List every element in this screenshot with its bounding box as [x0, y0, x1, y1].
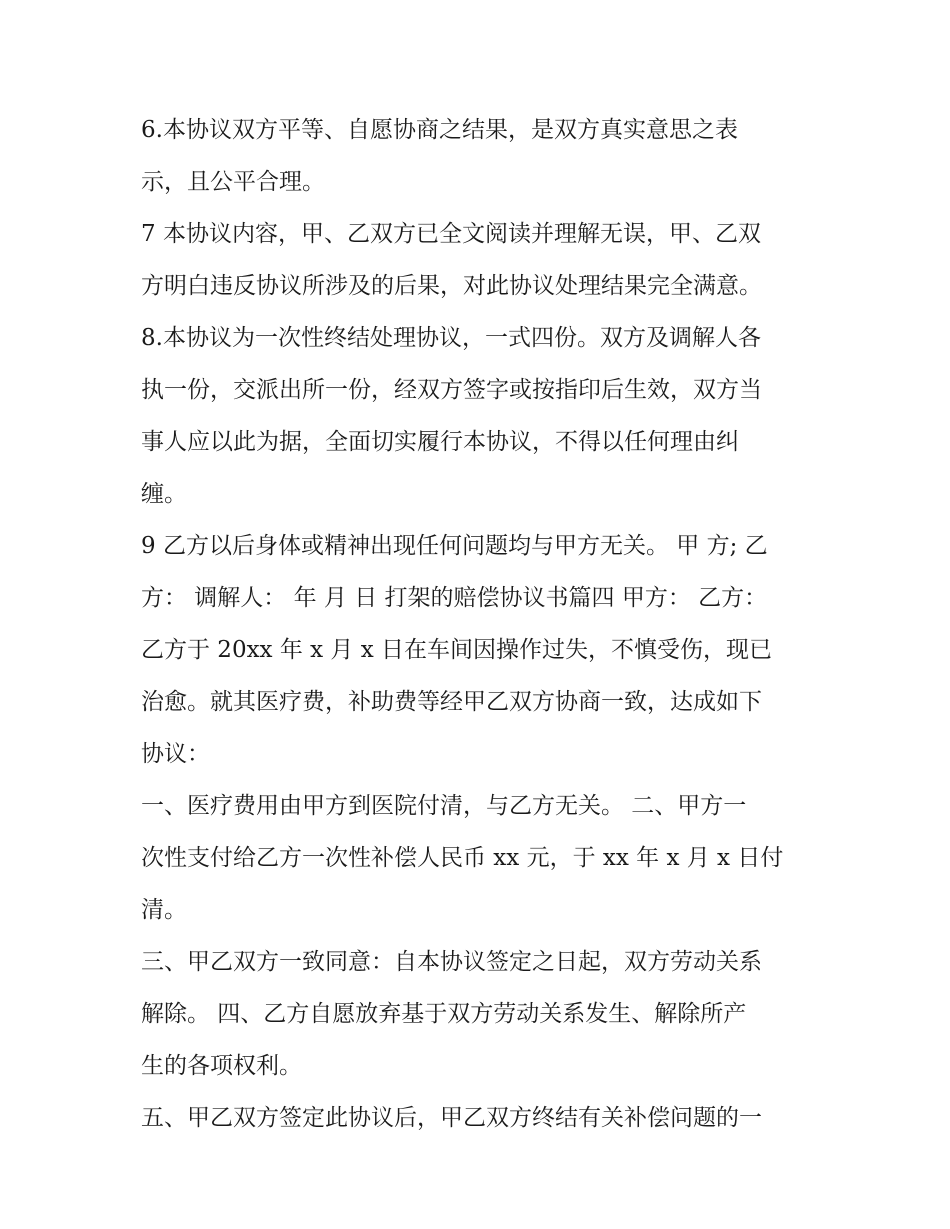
text-line: 缠。 — [141, 481, 187, 507]
text-line: 事人应以此为据，全面切实履行本协议，不得以任何理由纠 — [141, 429, 739, 455]
text-line: 协议： — [141, 741, 210, 767]
text-line: 清。 — [141, 897, 187, 923]
document-page — [141, 104, 821, 1144]
text-line: 方： 调解人： 年 月 日 打架的赔偿协议书篇四 甲方： 乙方： — [141, 585, 768, 611]
text-line: 示，且公平合理。 — [141, 169, 325, 195]
text-line: 乙方于 20xx 年 x 月 x 日在车间因操作过失，不慎受伤，现已 — [141, 637, 773, 663]
text-line: 6.本协议双方平等、自愿协商之结果，是双方真实意思之表 — [141, 117, 738, 143]
text-line: 解除。 四、乙方自愿放弃基于双方劳动关系发生、解除所产 — [141, 1001, 747, 1027]
text-line: 五、甲乙双方签定此协议后，甲乙双方终结有关补偿问题的一 — [141, 1105, 762, 1131]
text-line: 次性支付给乙方一次性补偿人民币 xx 元，于 xx 年 x 月 x 日付 — [141, 845, 784, 871]
text-line: 执一份，交派出所一份，经双方签字或按指印后生效，双方当 — [141, 377, 762, 403]
text-line: 8.本协议为一次性终结处理协议，一式四份。双方及调解人各 — [141, 325, 761, 351]
text-line: 生的各项权利。 — [141, 1053, 302, 1079]
text-line: 9 乙方以后身体或精神出现任何问题均与甲方无关。 甲 方; 乙 — [141, 533, 768, 559]
text-line: 一、医疗费用由甲方到医院付清，与乙方无关。 二、甲方一 — [141, 793, 747, 819]
text-line: 方明白违反协议所涉及的后果，对此协议处理结果完全满意。 — [141, 273, 762, 299]
text-line: 7 本协议内容，甲、乙双方已全文阅读并理解无误，甲、乙双 — [141, 221, 761, 247]
text-line: 治愈。就其医疗费，补助费等经甲乙双方协商一致，达成如下 — [141, 689, 762, 715]
text-line: 三、甲乙双方一致同意：自本协议签定之日起，双方劳动关系 — [141, 949, 762, 975]
